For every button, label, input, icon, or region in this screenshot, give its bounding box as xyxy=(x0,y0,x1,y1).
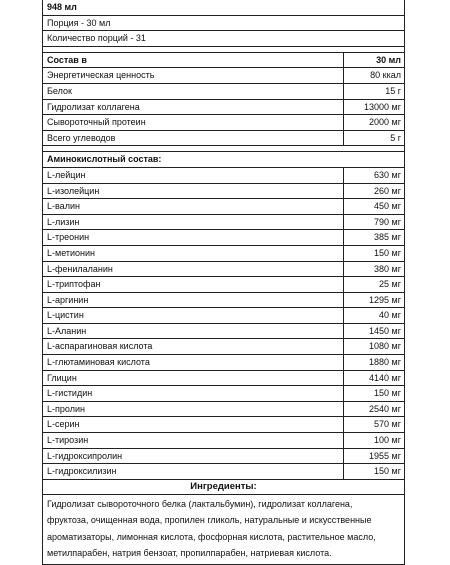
row-value: 450 мг xyxy=(343,199,404,214)
row-value: 100 мг xyxy=(343,433,404,448)
row-value: 150 мг xyxy=(343,246,404,261)
row-label: L-цистин xyxy=(47,310,84,321)
table-row xyxy=(42,433,405,449)
volume-row xyxy=(42,0,405,16)
row-label: L-Аланин xyxy=(47,325,87,336)
row-label: L-лизин xyxy=(47,216,80,227)
row-value: 4140 мг xyxy=(343,371,404,386)
row-value: 13000 мг xyxy=(343,100,404,115)
row-value: 1880 мг xyxy=(343,355,404,370)
table-row xyxy=(42,308,405,324)
row-label: L-метионин xyxy=(47,247,96,258)
ingredients-line: метилпарабен, натрия бензоат, пропилпарабен, натриевая кислота. xyxy=(47,548,332,559)
table-row xyxy=(42,324,405,340)
row-label: L-изолейцин xyxy=(47,185,100,196)
row-value: 150 мг xyxy=(343,464,404,479)
row-label: L-серин xyxy=(47,419,80,430)
row-value: 630 мг xyxy=(343,168,404,183)
row-label: Всего углеводов xyxy=(47,132,116,143)
composition-rows xyxy=(42,68,405,146)
row-value: 260 мг xyxy=(343,184,404,199)
amino-rows xyxy=(42,168,405,480)
serving-row xyxy=(42,16,405,32)
table-row xyxy=(42,417,405,433)
ingredients-text xyxy=(42,495,405,565)
ingredients-line: Гидролизат сывороточного белка (лактальбумин), гидролизат коллагена, xyxy=(47,498,353,509)
row-label: Белок xyxy=(47,85,72,96)
table-row xyxy=(42,230,405,246)
row-label: Глицин xyxy=(47,372,77,383)
volume-text: 948 мл xyxy=(47,2,77,12)
table-row xyxy=(42,100,405,116)
row-value: 80 ккал xyxy=(343,68,404,83)
row-value: 40 мг xyxy=(343,308,404,323)
table-row xyxy=(42,339,405,355)
table-row xyxy=(42,246,405,262)
row-label: L-валин xyxy=(47,201,80,212)
table-row xyxy=(42,131,405,147)
table-row xyxy=(42,386,405,402)
table-row xyxy=(42,277,405,293)
ingredients-line: ароматизаторы, лимонная кислота, фосфорная кислота, растительное масло, xyxy=(47,531,376,542)
row-value: 570 мг xyxy=(343,417,404,432)
row-label: Сывороточный протеин xyxy=(47,117,146,128)
composition-header-row xyxy=(42,53,405,69)
table-row xyxy=(42,402,405,418)
row-label: Энергетическая ценность xyxy=(47,70,155,81)
row-label: L-пролин xyxy=(47,403,85,414)
row-label: L-гидроксипролин xyxy=(47,450,123,461)
table-row xyxy=(42,199,405,215)
row-value: 150 мг xyxy=(343,386,404,401)
row-label: L-аргинин xyxy=(47,294,89,305)
row-label: L-аспарагиновая кислота xyxy=(47,341,153,352)
ingredients-title: Ингредиенты: xyxy=(42,480,405,495)
amino-title: Аминокислотный состав: xyxy=(47,154,162,165)
row-value: 25 мг xyxy=(343,277,404,292)
row-value: 5 г xyxy=(343,131,404,146)
nutrition-facts-table xyxy=(42,0,405,565)
row-value: 1080 мг xyxy=(343,339,404,354)
row-label: L-глютаминовая кислота xyxy=(47,357,150,368)
table-row xyxy=(42,371,405,387)
ingredients-line: фруктоза, очищенная вода, пропилен гликоль, натуральные и искусственные xyxy=(47,515,372,526)
table-row xyxy=(42,293,405,309)
servings-count-text: Количество порций - 31 xyxy=(47,33,146,44)
row-label: L-тирозин xyxy=(47,435,89,446)
table-row xyxy=(42,449,405,465)
table-row xyxy=(42,168,405,184)
row-label: L-фенилаланин xyxy=(47,263,113,274)
row-label: L-триптофан xyxy=(47,279,101,290)
row-value: 15 г xyxy=(343,84,404,99)
composition-title: Состав в xyxy=(47,54,87,65)
servings-count-row xyxy=(42,31,405,47)
row-value: 385 мг xyxy=(343,230,404,245)
table-row xyxy=(42,262,405,278)
table-row xyxy=(42,84,405,100)
table-row xyxy=(42,215,405,231)
row-label: L-гистидин xyxy=(47,388,93,399)
table-row xyxy=(42,68,405,84)
serving-text: Порция - 30 мл xyxy=(47,17,111,28)
row-value: 790 мг xyxy=(343,215,404,230)
table-row xyxy=(42,115,405,131)
row-label: L-треонин xyxy=(47,232,90,243)
amino-header-row xyxy=(42,152,405,168)
row-value: 380 мг xyxy=(343,262,404,277)
table-row xyxy=(42,355,405,371)
row-value: 1450 мг xyxy=(343,324,404,339)
row-label: Гидролизат коллагена xyxy=(47,101,140,112)
table-row xyxy=(42,464,405,480)
row-label: L-гидроксилизин xyxy=(47,466,117,477)
table-row xyxy=(42,184,405,200)
row-value: 1955 мг xyxy=(343,449,404,464)
row-value: 1295 мг xyxy=(343,293,404,308)
composition-title-value: 30 мл xyxy=(343,53,404,68)
row-value: 2540 мг xyxy=(343,402,404,417)
row-value: 2000 мг xyxy=(343,115,404,130)
row-label: L-лейцин xyxy=(47,169,86,180)
